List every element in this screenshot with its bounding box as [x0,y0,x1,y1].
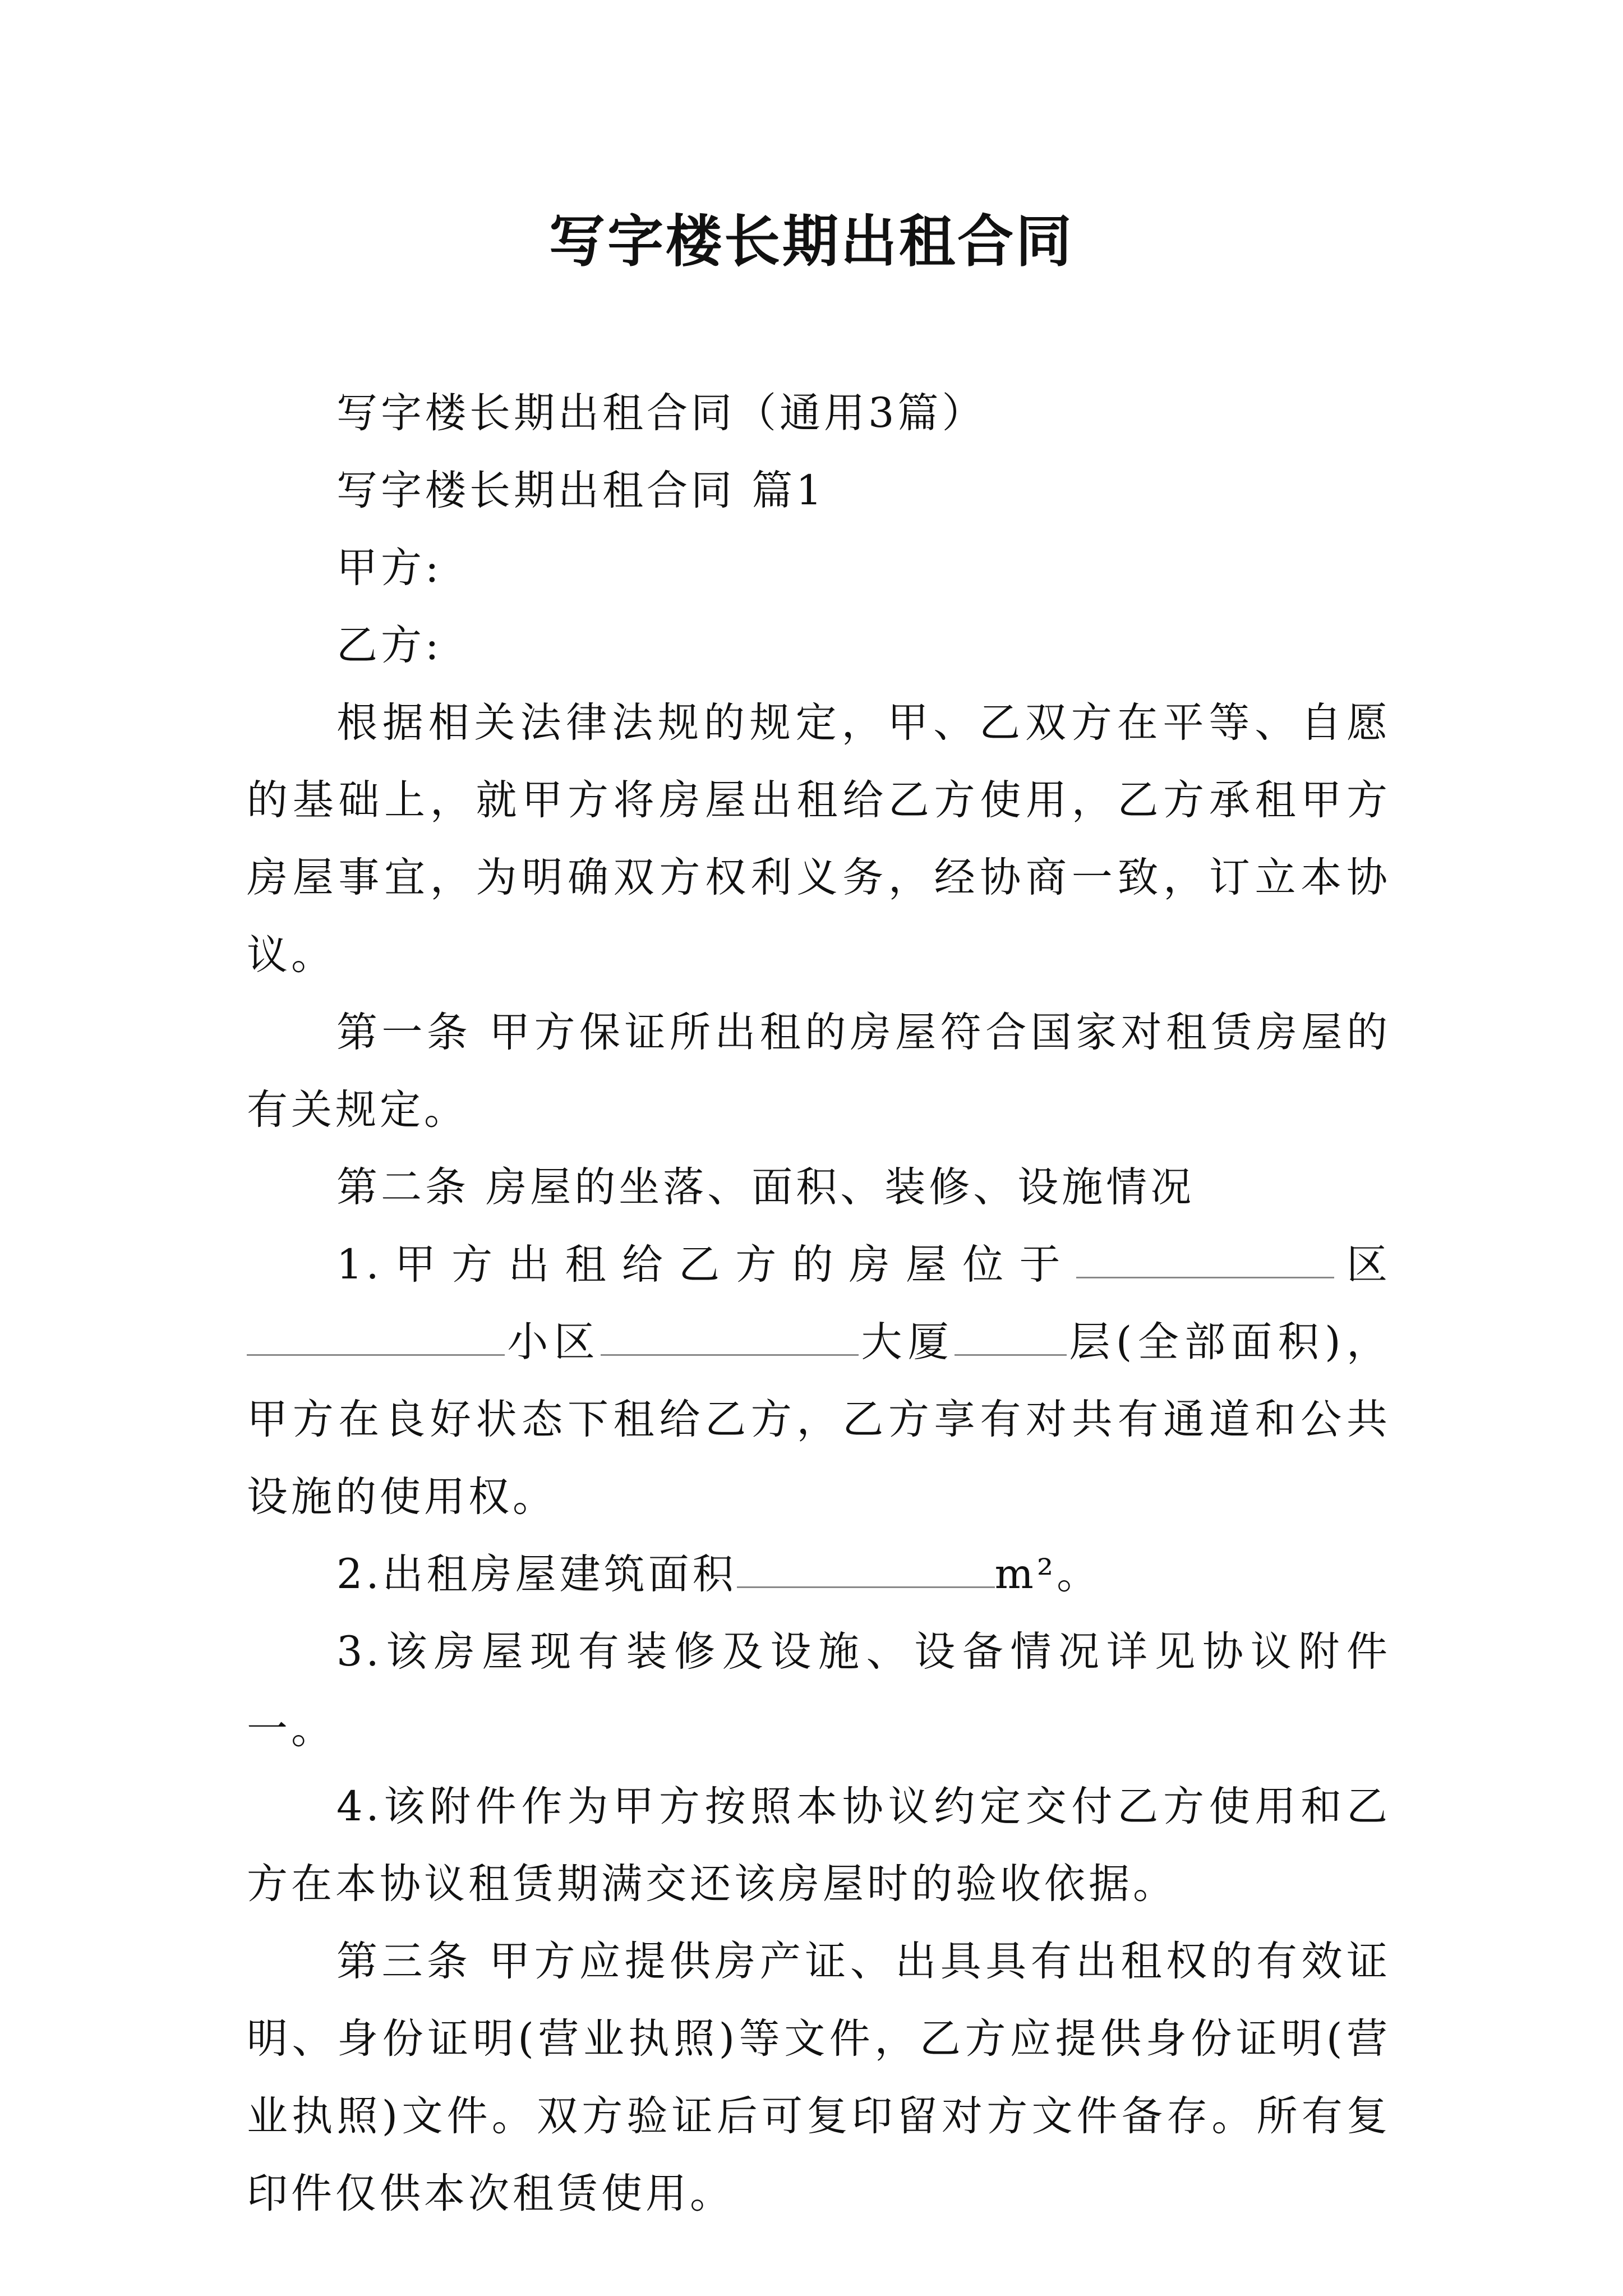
section-heading: 写字楼长期出租合同 篇1 [336,467,826,514]
document-title: 写字楼长期出租合同 [549,208,1074,274]
document-body [247,375,1391,2233]
party-b-line: 乙方: [336,622,442,669]
article-2-item-4: 4.该附件作为甲方按照本协议约定交付乙方使用和乙方在本协议租赁期满交还该房屋时的验收依据。 [247,1783,1391,1908]
item-1-prefix: 1.甲方出租给乙方的房屋位于 [336,1241,1076,1289]
floor-blank [955,1318,1067,1356]
article-2-heading: 第二条 房屋的坐落、面积、装修、设施情况 [336,1163,1195,1211]
item-1-community-label: 小区 [505,1318,601,1366]
article-2-item-1 [247,1226,1391,1536]
article-2-item-3: 3.该房屋现有装修及设施、设备情况详见协议附件一。 [247,1628,1391,1753]
item-1-district-label: 区 [1334,1241,1391,1289]
article-1: 第一条 甲方保证所出租的房屋符合国家对租赁房屋的有关规定。 [247,1009,1391,1134]
item-2-prefix: 2.出租房屋建筑面积 [336,1550,737,1598]
district-blank [1076,1241,1334,1278]
item-1-building-label: 大厦 [859,1318,955,1366]
item-2-unit: m²。 [994,1550,1101,1598]
article-3: 第三条 甲方应提供房产证、出具具有出租权的有效证明、身份证明(营业执照)等文件，乙方应提供身份证明(营业执照)文件。双方验证后可复印留对方文件备存。所有复印件仅供本次租赁使用。 [247,1938,1391,2217]
article-2-item-2 [247,1536,1391,1613]
party-a-line: 甲方: [336,544,442,592]
area-blank [737,1550,995,1588]
item-1-floor-label: 层(全部面积)， [1067,1318,1391,1366]
intro-paragraph: 根据相关法律法规的规定，甲、乙双方在平等、自愿的基础上，就甲方将房屋出租给乙方使用，乙方承租甲方房屋事宜，为明确双方权利义务，经协商一致，订立本协议。 [247,699,1391,979]
building-blank [601,1318,859,1356]
item-1-rest: 甲方在良好状态下租给乙方，乙方享有对共有通道和公共设施的使用权。 [247,1396,1391,1521]
document-subtitle: 写字楼长期出租合同（通用3篇） [336,389,986,437]
community-blank [247,1318,505,1356]
